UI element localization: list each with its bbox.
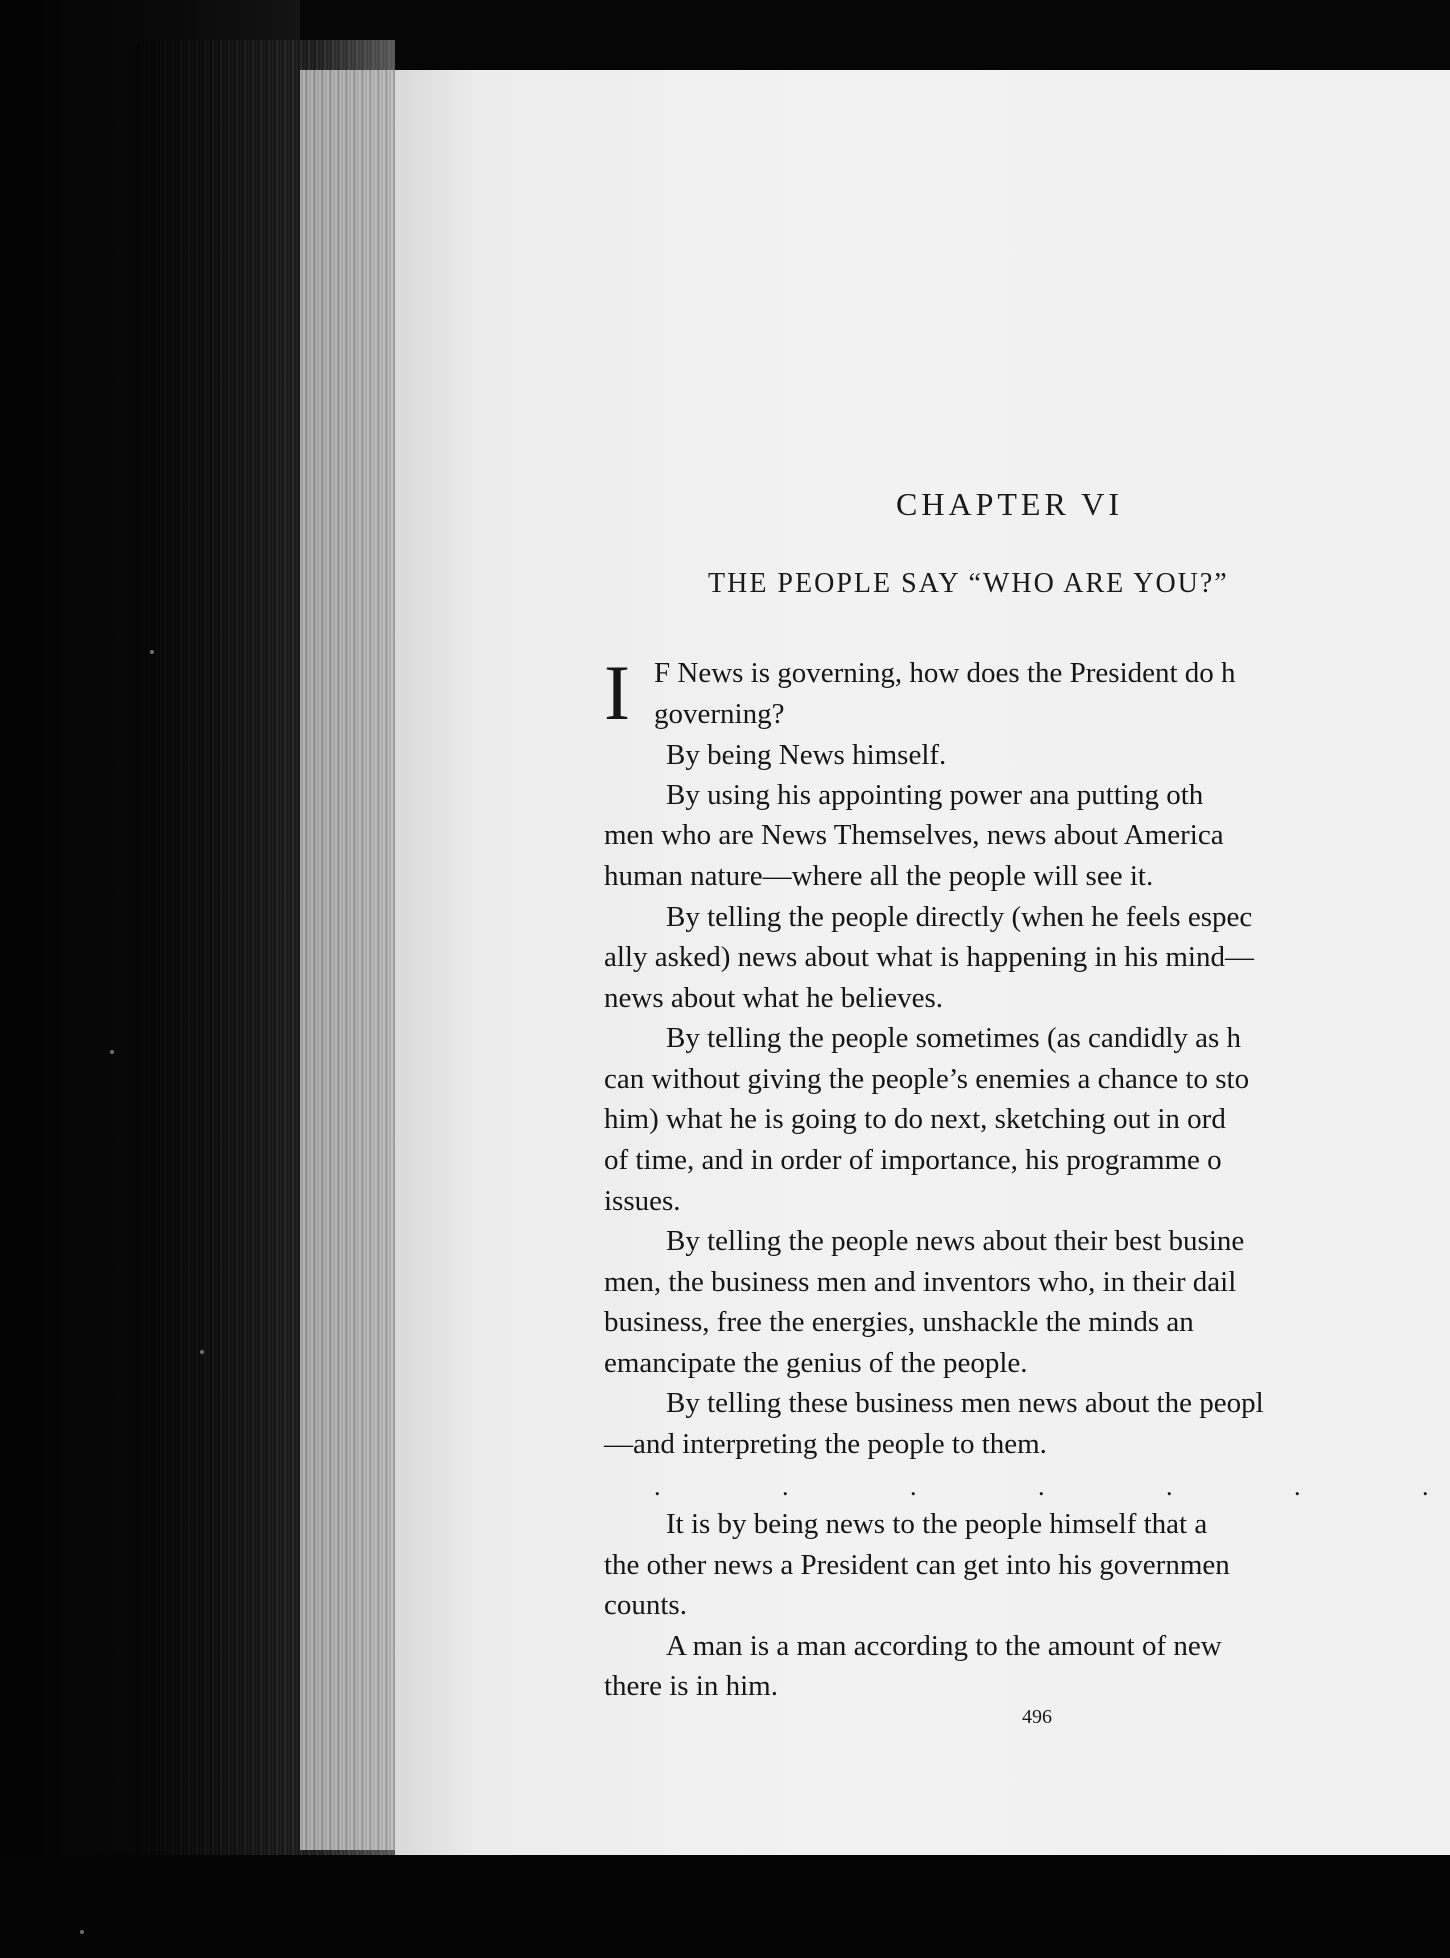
text-line: emancipate the genius of the people. [604, 1347, 1028, 1379]
text-line: A man is a man according to the amount of new [666, 1630, 1222, 1662]
text-line: F News is governing, how does the President do h [654, 657, 1236, 689]
ellipsis-dot: . [654, 1472, 661, 1501]
ellipsis-dot: . [782, 1472, 789, 1501]
page-number: 496 [1022, 1706, 1052, 1728]
scan-speck [200, 1350, 204, 1354]
text-line: It is by being news to the people himself that a [666, 1508, 1208, 1540]
scan-speck [150, 650, 154, 654]
text-line: By telling these business men news about the peopl [666, 1387, 1264, 1419]
text-line: By telling the people directly (when he feels espec [666, 901, 1253, 933]
text-line: there is in him. [604, 1670, 778, 1702]
text-line: By telling the people sometimes (as candidly as h [666, 1022, 1242, 1054]
text-line: of time, and in order of importance, his programme o [604, 1144, 1222, 1176]
text-line: men who are News Themselves, news about America [604, 819, 1224, 851]
text-line: can without giving the people’s enemies a chance to sto [604, 1063, 1250, 1095]
drop-cap: I [604, 649, 630, 736]
section-break-dots [654, 1472, 1450, 1502]
text-line: —and interpreting the people to them. [604, 1428, 1047, 1460]
text-line: By using his appointing power ana putting oth [666, 779, 1204, 811]
bottom-shadow [0, 1855, 1450, 1958]
text-line: the other news a President can get into his governmen [604, 1549, 1230, 1581]
text-line: business, free the energies, unshackle the minds an [604, 1306, 1194, 1338]
ellipsis-dot: . [1166, 1472, 1173, 1501]
page-edge-highlight [300, 70, 395, 1850]
text-line: By being News himself. [666, 739, 947, 771]
text-line: news about what he believes. [604, 982, 944, 1014]
chapter-title: THE PEOPLE SAY “WHO ARE YOU?” [708, 568, 1229, 599]
text-line: By telling the people news about their best busine [666, 1225, 1245, 1257]
text-line: him) what he is going to do next, sketching out in ord [604, 1103, 1226, 1135]
ellipsis-dot: . [1422, 1472, 1429, 1501]
text-line: counts. [604, 1589, 687, 1621]
text-line: issues. [604, 1185, 681, 1217]
text-line: men, the business men and inventors who, in their dail [604, 1266, 1237, 1298]
text-line: governing? [654, 698, 785, 730]
text-line: ally asked) news about what is happening in his mind— [604, 941, 1254, 973]
chapter-heading: CHAPTER VI [896, 486, 1123, 522]
ellipsis-dot: . [1038, 1472, 1045, 1501]
text-line: human nature—where all the people will see it. [604, 860, 1154, 892]
ellipsis-dot: . [1294, 1472, 1301, 1501]
ellipsis-dot: . [910, 1472, 917, 1501]
scan-speck [80, 1930, 84, 1934]
scan-speck [110, 1050, 114, 1054]
